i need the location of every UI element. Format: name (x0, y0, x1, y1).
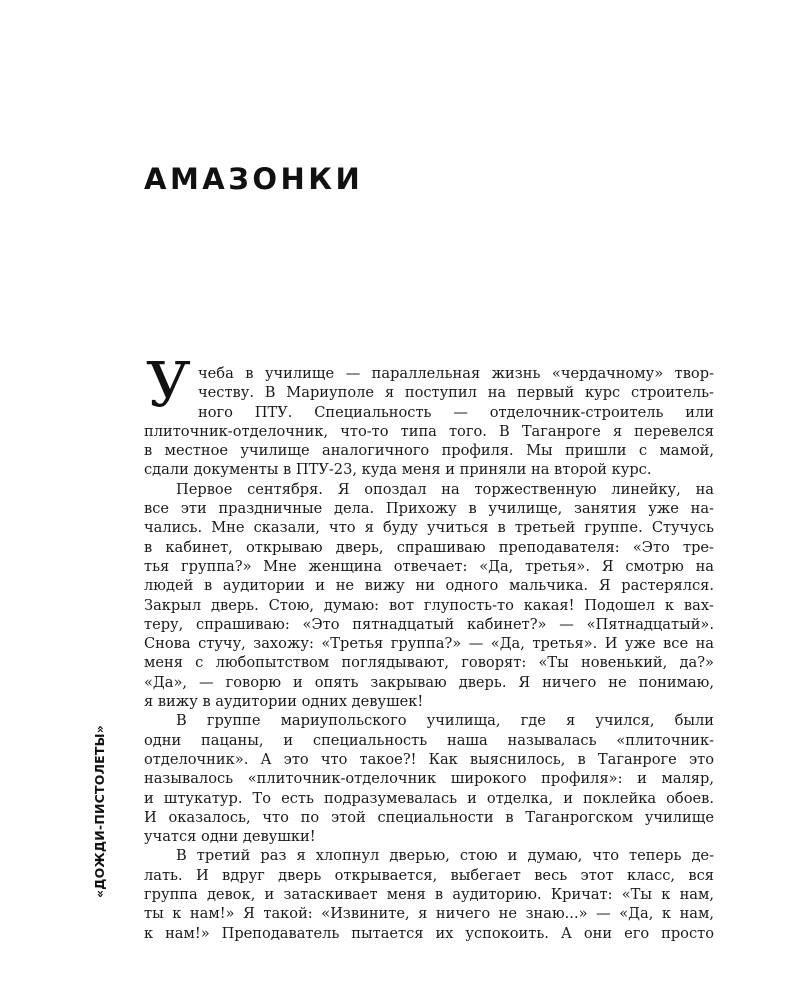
text-line: В третий раз я хлопнул дверью, стою и думаю, что теперь де- (176, 847, 714, 865)
text-line: Первое сентября. Я опоздал на торжественную линейку, на (176, 480, 714, 498)
text-line: честву. В Мариуполе я поступил на первый курс строитель- (198, 384, 714, 402)
text-line: И оказалось, что по этой специальности в Таганрогском училище (144, 808, 714, 826)
text-line: Снова стучу, захожу: «Третья группа?» — «Да, третья». И уже все на (144, 635, 714, 653)
text-line: чались. Мне сказали, что я буду учиться в третьей группе. Стучусь (144, 519, 714, 537)
text-line: чеба в училище — параллельная жизнь «чердачному» твор- (198, 365, 714, 382)
text-line: теру, спрашиваю: «Это пятнадцатый кабинет?» — «Пятнадцатый». (144, 615, 714, 633)
text-line: В группе мариупольского училища, где я учился, были (176, 712, 714, 730)
text-line: людей в аудитории и не вижу ни одного мальчика. Я растерялся. (144, 577, 714, 595)
text-line: лать. И вдруг дверь открывается, выбегает весь этот класс, вся (144, 866, 714, 884)
drop-cap: У (146, 348, 191, 421)
text-line: «Да», — говорю и опять закрываю дверь. Я ничего не понимаю, (144, 673, 714, 691)
text-line: ты к нам!» Я такой: «Извините, я ничего не знаю...» — «Да, к нам, (144, 905, 714, 923)
running-head: «ДОЖДИ-ПИСТОЛЕТЫ» (92, 724, 107, 898)
text-line: и штукатур. То есть подразумевалась и отделка, и поклейка обоев. (144, 789, 714, 807)
chapter-title: АМАЗОНКИ (144, 162, 364, 196)
text-line: одни пацаны, и специальность наша называлась «плиточник- (144, 731, 714, 749)
text-line: Закрыл дверь. Стою, думаю: вот глупость-то какая! Подошел к вах- (144, 596, 714, 614)
text-line: плиточник-отделочник, что-то типа того. В Таганроге я перевелся (144, 422, 714, 440)
text-line: я вижу в аудитории одних девушек! (144, 693, 424, 711)
text-line: ного ПТУ. Специальность — отделочник-строитель или (198, 403, 714, 421)
text-line: все эти праздничные дела. Прихожу в училище, занятия уже на- (144, 500, 714, 518)
text-line: в кабинет, открываю дверь, спрашиваю преподавателя: «Это тре- (144, 538, 714, 556)
text-line: называлось «плиточник-отделочник широкого профиля»: и маляр, (144, 770, 714, 788)
text-line: в местное училище аналогичного профиля. Мы пришли с мамой, (144, 442, 714, 460)
text-line: тья группа?» Мне женщина отвечает: «Да, третья». Я смотрю на (144, 557, 714, 575)
text-line: группа девок, и затаскивает меня в аудиторию. Кричат: «Ты к нам, (144, 886, 714, 904)
text-line: учатся одни девушки! (144, 828, 316, 846)
chapter-body (144, 364, 714, 943)
text-line: меня с любопытством поглядывают, говорят: «Ты новенький, да?» (144, 654, 714, 672)
text-line: отделочник». А это что такое?! Как выяснилось, в Таганроге это (144, 750, 714, 768)
text-line: сдали документы в ПТУ-23, куда меня и приняли на второй курс. (144, 461, 652, 479)
text-line: к нам!» Преподаватель пытается их успокоить. А они его просто (144, 924, 714, 942)
